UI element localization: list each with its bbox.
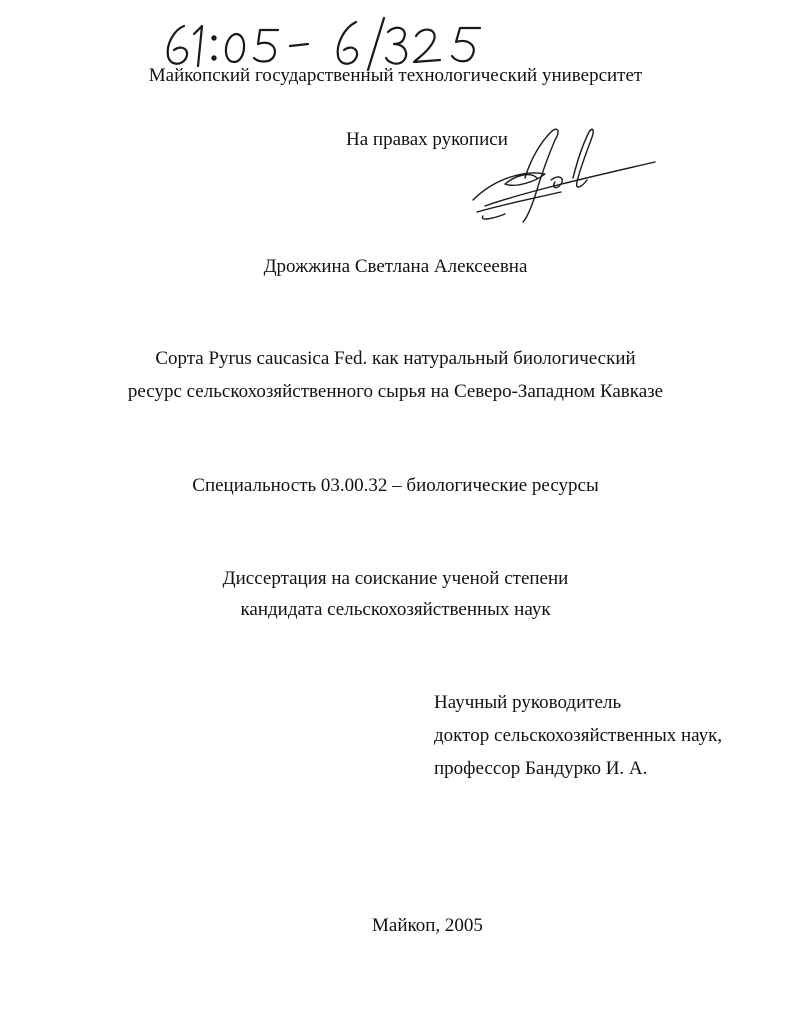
author-name: Дрожжина Светлана Алексеевна: [263, 256, 528, 277]
dissertation-title-line-2: ресурс сельскохозяйственного сырья на Северо-Западном Кавказе: [127, 381, 664, 402]
degree-line-2: кандидата сельскохозяйственных наук: [240, 599, 551, 620]
university-name: Майкопский государственный технологический университет: [148, 65, 643, 86]
scientific-advisor: [434, 691, 774, 790]
advisor-degree: доктор сельскохозяйственных наук,: [434, 725, 723, 746]
degree-line-1: Диссертация на соискание ученой степени: [222, 568, 569, 589]
specialty: Специальность 03.00.32 – биологические ресурсы: [192, 475, 599, 496]
dissertation-title-line-1: Сорта Pyrus caucasica Fed. как натуральный биологический: [155, 348, 636, 369]
city-year: Майкоп, 2005: [372, 915, 483, 936]
advisor-label: Научный руководитель: [434, 692, 622, 713]
author-signature: [465, 118, 665, 228]
manuscript-rights: На правах рукописи: [346, 129, 508, 150]
advisor-name: профессор Бандурко И. А.: [434, 758, 648, 779]
